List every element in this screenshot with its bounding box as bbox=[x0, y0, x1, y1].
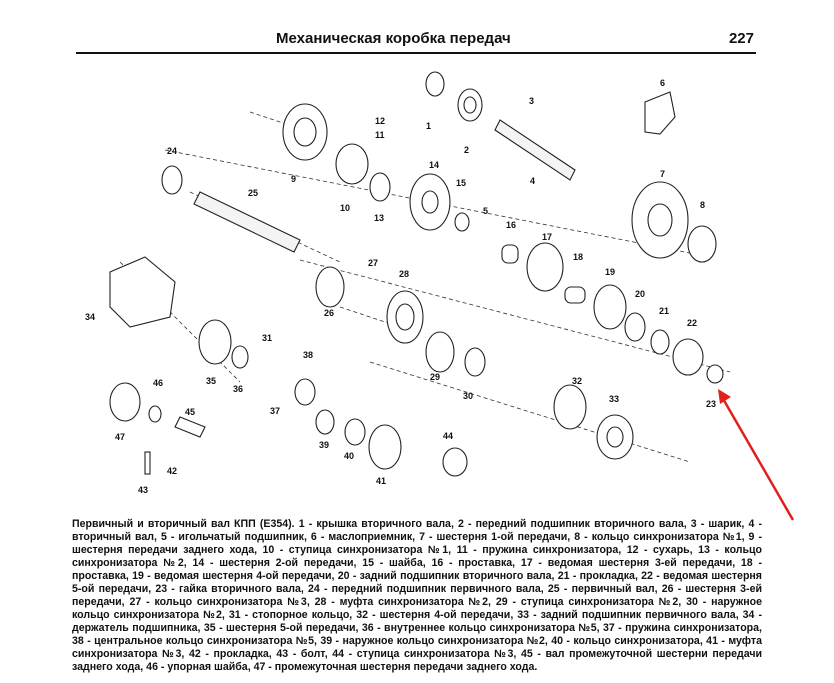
callout-label: 10 bbox=[340, 203, 351, 213]
callout-label: 39 bbox=[319, 440, 330, 450]
callout-label: 20 bbox=[635, 289, 646, 299]
callout-label: 28 bbox=[399, 269, 410, 279]
callout-label: 19 bbox=[605, 267, 616, 277]
callout-label: 23 bbox=[706, 399, 717, 409]
callout-label: 42 bbox=[167, 466, 178, 476]
callout-label: 36 bbox=[233, 384, 244, 394]
callout-label: 27 bbox=[368, 258, 379, 268]
callout-label: 26 bbox=[324, 308, 335, 318]
callout-label: 21 bbox=[659, 306, 670, 316]
callout-label: 46 bbox=[153, 378, 164, 388]
page-header bbox=[76, 30, 756, 54]
callout-label: 18 bbox=[573, 252, 584, 262]
callout-label: 30 bbox=[463, 391, 474, 401]
callout-label: 41 bbox=[376, 476, 387, 486]
callout-label: 2 bbox=[464, 145, 470, 155]
callout-label: 29 bbox=[430, 372, 441, 382]
highlight-arrow bbox=[700, 375, 810, 535]
callout-label: 6 bbox=[660, 78, 666, 88]
callout-label: 33 bbox=[609, 394, 620, 404]
callout-label: 1 bbox=[426, 121, 432, 131]
callout-label: 38 bbox=[303, 350, 314, 360]
page-number: 227 bbox=[728, 30, 754, 47]
callout-label: 22 bbox=[687, 318, 698, 328]
page-title: Механическая коробка передач bbox=[276, 30, 511, 47]
callout-label: 24 bbox=[167, 146, 178, 156]
callout-label: 11 bbox=[375, 130, 385, 140]
callout-label: 37 bbox=[270, 406, 281, 416]
callout-label: 17 bbox=[542, 232, 553, 242]
callout-label: 35 bbox=[206, 376, 217, 386]
callout-label: 15 bbox=[456, 178, 467, 188]
callout-label: 8 bbox=[700, 200, 706, 210]
callout-label: 34 bbox=[85, 312, 96, 322]
exploded-gearbox-diagram bbox=[70, 62, 770, 502]
callout-label: 4 bbox=[530, 176, 536, 186]
callout-label: 3 bbox=[529, 96, 535, 106]
callout-label: 40 bbox=[344, 451, 355, 461]
callout-label: 9 bbox=[291, 174, 297, 184]
callout-label: 5 bbox=[483, 206, 489, 216]
callout-label: 25 bbox=[248, 188, 259, 198]
callout-label: 16 bbox=[506, 220, 517, 230]
callout-label: 32 bbox=[572, 376, 583, 386]
callout-label: 31 bbox=[262, 333, 273, 343]
callout-label: 14 bbox=[429, 160, 440, 170]
callout-label: 43 bbox=[138, 485, 149, 495]
callout-label: 7 bbox=[660, 169, 666, 179]
callout-label: 44 bbox=[443, 431, 454, 441]
callout-label: 12 bbox=[375, 116, 386, 126]
callout-label: 13 bbox=[374, 213, 385, 223]
callout-label: 47 bbox=[115, 432, 126, 442]
callout-label: 45 bbox=[185, 407, 196, 417]
figure-caption: Первичный и вторичный вал КПП (E354). 1 - крышка вторичного вала, 2 - передний подшипник вторичного вала, 3 - шарик, 4 - вторичный вал, 5 - игольчатый подшипник, 6 - маслоприемник, 7 - шестерня 1-ой передачи, 8 - кольцо синхронизатора №1, 9 - шестерня передачи заднего хода, 10 - ступица синхронизатора №1, 11 - пружина синхронизатора, 12 - сухарь, 13 - кольцо синхронизатора №2, 14 - шестерня 2-ой передачи, 15 - шайба, 16 - проставка, 17 - ведомая шестерня 3-ей передачи, 18 - проставка, 19 - ведомая шестерня 4-ой передачи, 20 - задний подшипник вторичного вала, 21 - прокладка, 22 - ведомая шестерня 5-ой передачи, 23 - гайка вторичного вала, 24 - передний подшипник первичного вала, 25 - первичный вал, 26 - шестерня 3-ей передачи, 27 - кольцо синхронизатора №3, 28 - муфта синхронизатора №2, 29 - ступица синхронизатора №2, 30 - наружное кольцо синхронизатора №2, 31 - стопорное кольцо, 32 - шестерня 4-ой передачи, 33 - задний подшипник первичного вала, 34 - держатель подшипника, 35 - шестерня 5-ой передачи, 36 - внутреннее кольцо синхронизатора №5, 37 - пружина синхронизатора, 38 - центральное кольцо синхронизатора №5, 39 - наружное кольцо синхронизатора №2, 40 - кольцо синхронизатора, 41 - муфта синхронизатора №3, 42 - прокладка, 43 - болт, 44 - ступица синхронизатора №3, 45 - вал промежуточной шестерни передачи заднего хода, 46 - упорная шайба, 47 - промежуточная шестерня передачи заднего хода. bbox=[72, 518, 762, 673]
